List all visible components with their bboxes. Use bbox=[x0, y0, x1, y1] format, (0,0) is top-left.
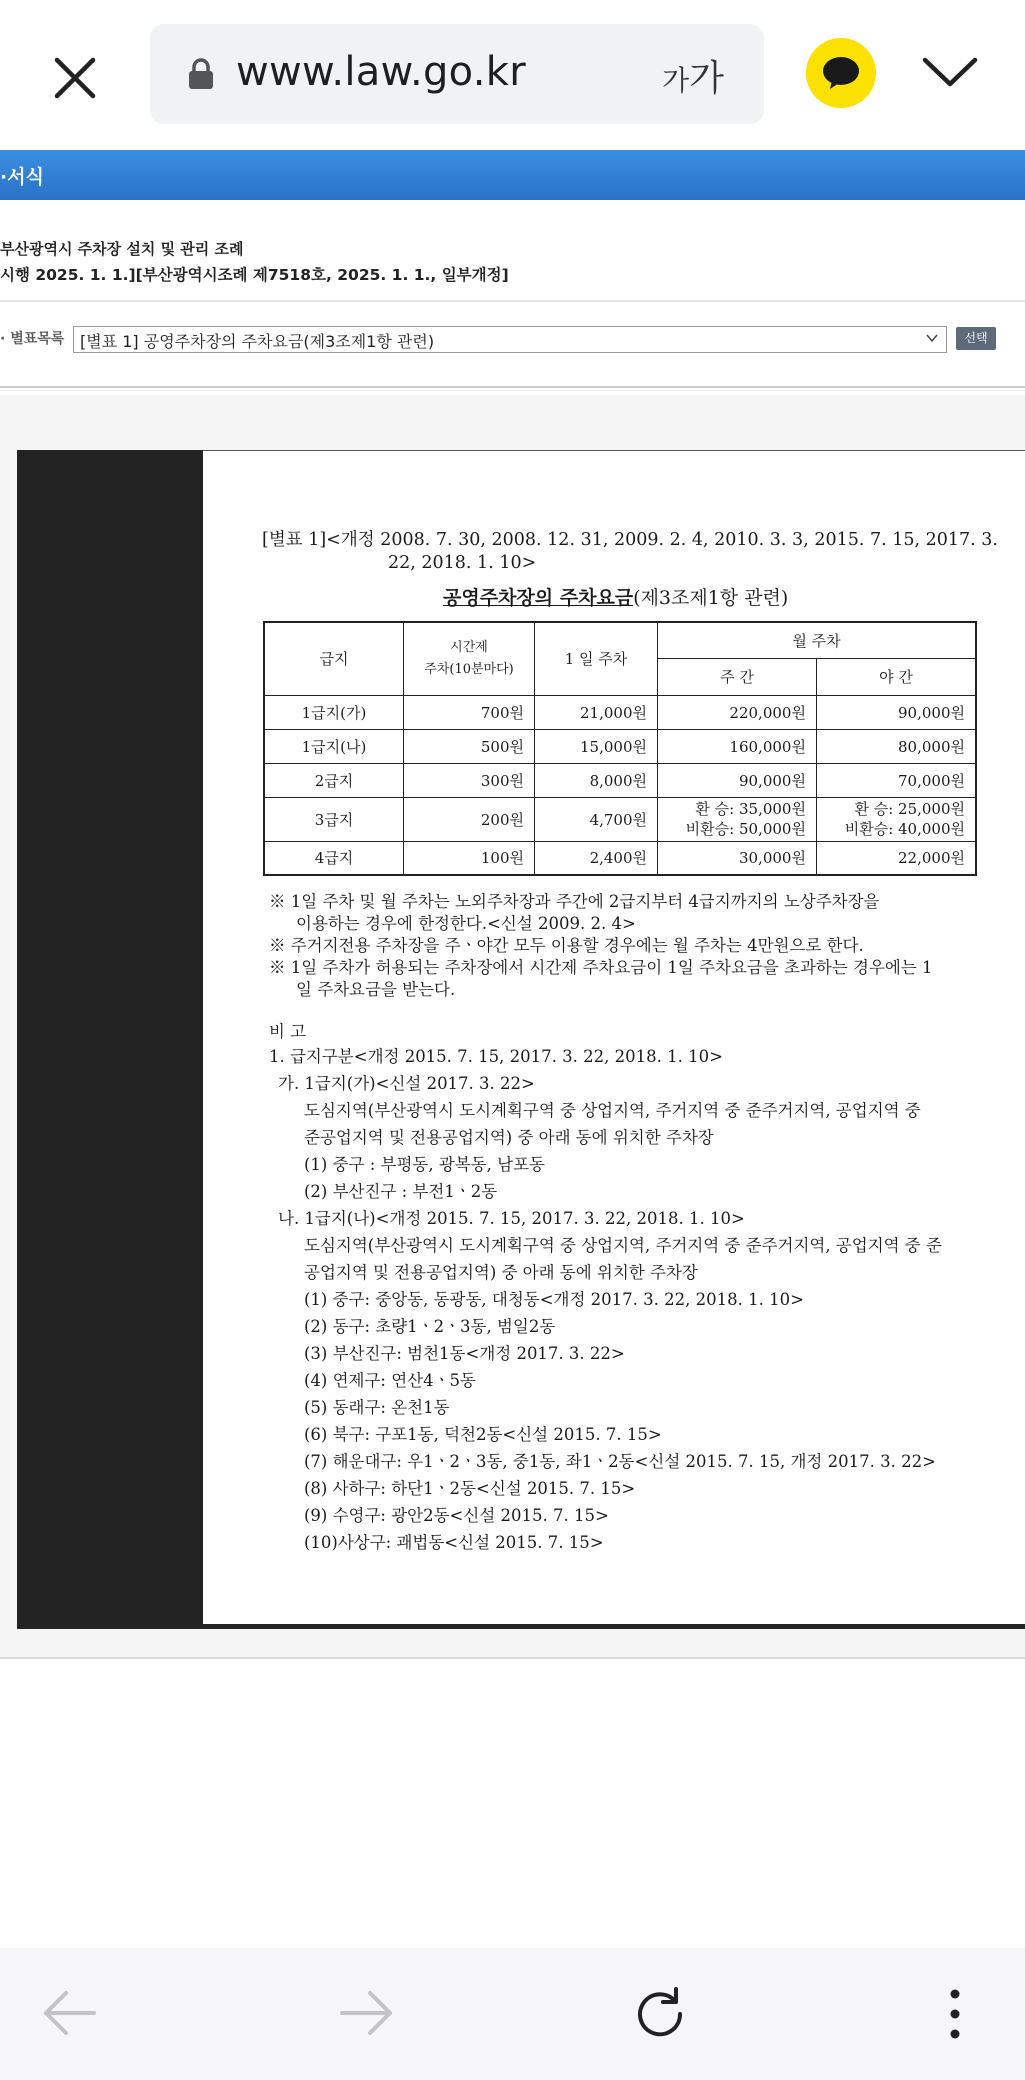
browser-top-bar bbox=[0, 0, 1025, 150]
cell-day: 30,000원 bbox=[658, 841, 817, 875]
remark-line: (6) 북구: 구포1동, 덕천2동<신설 2015. 7. 15> bbox=[304, 1425, 662, 1444]
table-header-monthly: 월 주차 bbox=[658, 622, 977, 658]
document-frame bbox=[17, 450, 203, 1627]
remark-line: 가. 1급지(가)<신설 2017. 3. 22> bbox=[278, 1074, 535, 1093]
doc-title-main: 공영주차장의 주차요금 bbox=[443, 587, 634, 609]
cell-night-transfer: 환 승: 25,000원 bbox=[854, 800, 965, 818]
remark-line: 1. 급지구분<개정 2015. 7. 15, 2017. 3. 22, 2018. 1. 10> bbox=[269, 1047, 723, 1066]
remark-line: (9) 수영구: 광안2동<신설 2015. 7. 15> bbox=[304, 1506, 609, 1525]
cell-day-nontransfer: 비환승: 50,000원 bbox=[685, 820, 806, 838]
law-enforcement-info: 시행 2025. 1. 1.][부산광역시조례 제7518호, 2025. 1. 1., 일부개정] bbox=[0, 266, 509, 284]
font-size-button[interactable] bbox=[662, 50, 724, 101]
table-row bbox=[264, 695, 976, 729]
note-line: ※ 1일 주차 및 월 주차는 노외주차장과 주간에 2급지부터 4급지까지의 노상주차장을 bbox=[269, 892, 880, 911]
cell-night: 22,000원 bbox=[816, 841, 976, 875]
cell-grade: 1급지(나) bbox=[264, 729, 404, 763]
site-header-bar bbox=[0, 150, 1025, 200]
table-header-time-2: 주차(10분마다) bbox=[424, 661, 514, 677]
cell-grade: 1급지(가) bbox=[264, 695, 404, 729]
cell-night-nontransfer: 비환승: 40,000원 bbox=[844, 820, 965, 838]
attachment-select[interactable] bbox=[73, 326, 947, 353]
cell-grade: 3급지 bbox=[264, 797, 404, 841]
note-line: 일 주차요금을 받는다. bbox=[296, 980, 456, 999]
doc-title bbox=[443, 583, 788, 610]
cell-daily: 21,000원 bbox=[535, 695, 658, 729]
attachment-list-label: · 별표목록 bbox=[0, 331, 65, 347]
remark-line: (10)사상구: 괘법동<신설 2015. 7. 15> bbox=[304, 1533, 604, 1552]
cell-grade: 2급지 bbox=[264, 763, 404, 797]
remark-line: (4) 연제구: 연산4ㆍ5동 bbox=[304, 1371, 476, 1390]
table-header-grade: 급지 bbox=[264, 622, 404, 695]
url-text[interactable]: www.law.go.kr bbox=[236, 49, 526, 95]
table-header-time-1: 시간제 bbox=[450, 639, 488, 655]
cell-night: 70,000원 bbox=[816, 763, 976, 797]
table-header-night: 야 간 bbox=[816, 658, 976, 695]
divider bbox=[0, 386, 1025, 388]
header-label[interactable]: ·서식 bbox=[0, 166, 44, 188]
remark-line: (1) 중구 : 부평동, 광복동, 남포동 bbox=[304, 1155, 545, 1174]
select-value: [별표 1] 공영주차장의 주차요금(제3조제1항 관련) bbox=[80, 332, 435, 351]
refresh-icon[interactable] bbox=[630, 1984, 690, 2044]
cell-time: 200원 bbox=[404, 797, 535, 841]
browser-bottom-nav bbox=[0, 1948, 1025, 2080]
remark-line: (2) 부산진구 : 부전1ㆍ2동 bbox=[304, 1182, 498, 1201]
cell-time: 300원 bbox=[404, 763, 535, 797]
back-icon[interactable] bbox=[40, 1988, 100, 2038]
table-row bbox=[264, 841, 976, 875]
cell-daily: 8,000원 bbox=[535, 763, 658, 797]
table-header-time bbox=[404, 622, 535, 695]
cell-grade: 4급지 bbox=[264, 841, 404, 875]
note-line: ※ 주거지전용 주차장을 주ㆍ야간 모두 이용할 경우에는 월 주차는 4만원으로 한다. bbox=[269, 936, 864, 955]
cell-day bbox=[658, 797, 817, 841]
lock-icon bbox=[188, 58, 214, 90]
doc-header-line2: 22, 2018. 1. 10> bbox=[388, 553, 537, 573]
cell-day-transfer: 환 승: 35,000원 bbox=[695, 800, 806, 818]
cell-daily: 2,400원 bbox=[535, 841, 658, 875]
kakao-talk-icon bbox=[822, 56, 860, 92]
cell-time: 100원 bbox=[404, 841, 535, 875]
cell-time: 700원 bbox=[404, 695, 535, 729]
remark-line: 도심지역(부산광역시 도시계획구역 중 상업지역, 주거지역 중 준주거지역, 공업지역 중 준 bbox=[304, 1236, 942, 1255]
table-row bbox=[264, 729, 976, 763]
cell-night: 90,000원 bbox=[816, 695, 976, 729]
cell-day: 220,000원 bbox=[658, 695, 817, 729]
cell-day: 90,000원 bbox=[658, 763, 817, 797]
table-row bbox=[264, 763, 976, 797]
font-size-small: 가 bbox=[662, 64, 690, 97]
address-bar[interactable] bbox=[150, 24, 764, 124]
remark-line: (2) 동구: 초량1ㆍ2ㆍ3동, 범일2동 bbox=[304, 1317, 556, 1336]
font-size-large: 가 bbox=[689, 58, 724, 99]
close-icon[interactable] bbox=[45, 48, 105, 108]
forward-icon[interactable] bbox=[336, 1988, 396, 2038]
law-title: 부산광역시 주차장 설치 및 관리 조례 bbox=[0, 240, 244, 258]
select-chevron-icon bbox=[926, 332, 938, 344]
cell-daily: 4,700원 bbox=[535, 797, 658, 841]
remark-line: (1) 중구: 중앙동, 동광동, 대청동<개정 2017. 3. 22, 2018. 1. 10> bbox=[304, 1290, 804, 1309]
divider bbox=[0, 1657, 1025, 1659]
cell-daily: 15,000원 bbox=[535, 729, 658, 763]
cell-night bbox=[816, 797, 976, 841]
note-line: 이용하는 경우에 한정한다.<신설 2009. 2. 4> bbox=[296, 914, 636, 933]
cell-day: 160,000원 bbox=[658, 729, 817, 763]
table-row bbox=[264, 797, 976, 841]
doc-title-sub: (제3조제1항 관련) bbox=[633, 587, 789, 609]
remark-line: (5) 동래구: 온천1동 bbox=[304, 1398, 450, 1417]
remark-line: (8) 사하구: 하단1ㆍ2동<신설 2015. 7. 15> bbox=[304, 1479, 636, 1498]
note-line: ※ 1일 주차가 허용되는 주차장에서 시간제 주차요금이 1일 주차요금을 초과하는 경우에는 1 bbox=[269, 958, 933, 977]
kakao-talk-button[interactable] bbox=[806, 38, 876, 108]
select-button[interactable]: 선택 bbox=[956, 327, 996, 350]
remark-line: (7) 해운대구: 우1ㆍ2ㆍ3동, 중1동, 좌1ㆍ2동<신설 2015. 7. 15, 개정 2017. 3. 22> bbox=[304, 1452, 936, 1471]
cell-time: 500원 bbox=[404, 729, 535, 763]
table-header-day: 주 간 bbox=[658, 658, 817, 695]
remark-line: 비 고 bbox=[269, 1022, 307, 1041]
remark-line: 준공업지역 및 전용공업지역) 중 아래 동에 위치한 주차장 bbox=[304, 1128, 714, 1147]
parking-fee-table bbox=[263, 621, 977, 876]
more-icon[interactable] bbox=[940, 1986, 970, 2042]
remark-line: 나. 1급지(나)<개정 2015. 7. 15, 2017. 3. 22, 2018. 1. 10> bbox=[278, 1209, 745, 1228]
remark-line: (3) 부산진구: 범천1동<개정 2017. 3. 22> bbox=[304, 1344, 625, 1363]
remark-line: 공업지역 및 전용공업지역) 중 아래 동에 위치한 주차장 bbox=[304, 1263, 698, 1282]
remark-line: 도심지역(부산광역시 도시계획구역 중 상업지역, 주거지역 중 준주거지역, 공업지역 중 bbox=[304, 1101, 921, 1120]
table-header-daily: 1 일 주차 bbox=[535, 622, 658, 695]
doc-header-line1: [별표 1]<개정 2008. 7. 30, 2008. 12. 31, 2009. 2. 4, 2010. 3. 3, 2015. 7. 15, 2017. 3. bbox=[262, 530, 998, 550]
divider bbox=[0, 390, 1025, 391]
document-frame-bottom bbox=[17, 1624, 1025, 1629]
chevron-down-icon[interactable] bbox=[920, 52, 980, 92]
divider bbox=[0, 300, 1025, 302]
cell-night: 80,000원 bbox=[816, 729, 976, 763]
